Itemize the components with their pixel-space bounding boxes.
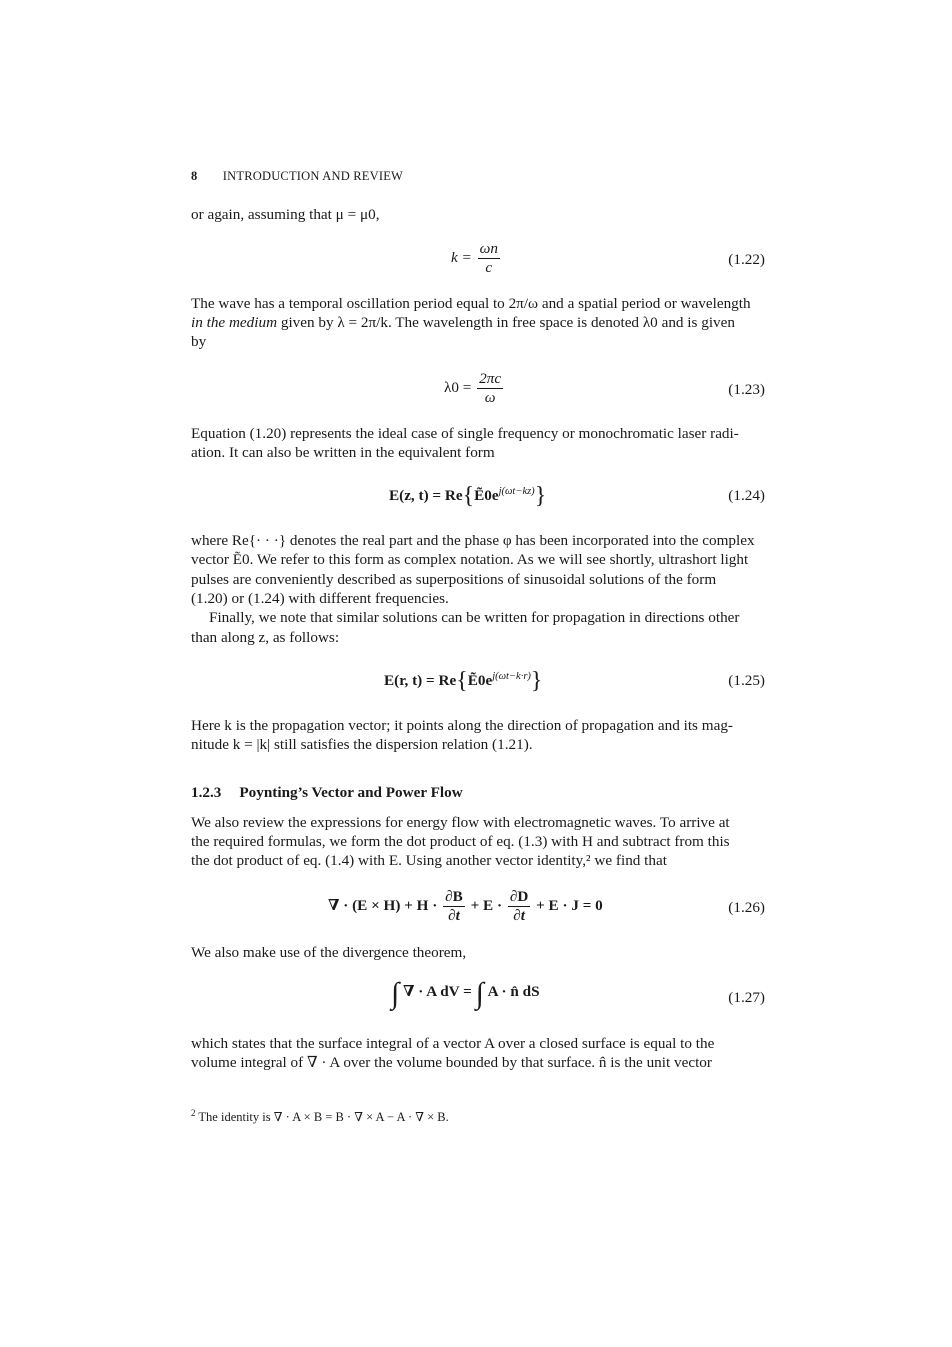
paragraph: or again, assuming that μ = μ0, xyxy=(191,206,380,223)
section-heading xyxy=(191,783,463,803)
eq-left: ∇ · A dV = xyxy=(403,983,472,1000)
equation-number: (1.22) xyxy=(728,251,765,268)
page-number: 8 xyxy=(191,169,198,183)
eq-fraction xyxy=(508,888,530,925)
left-brace: { xyxy=(456,668,468,695)
paragraph: vector Ẽ0. We refer to this form as complex notation. As we will see shortly, ultrashort light xyxy=(191,551,749,568)
eq-lhs: E(z, t) = Re xyxy=(389,487,463,505)
text: given by λ = 2π/k. The wavelength in free space is denoted λ0 and is given xyxy=(277,314,735,331)
italic-text: in the medium xyxy=(191,314,278,331)
eq-numerator: ∂D xyxy=(509,888,529,905)
equation-number: (1.24) xyxy=(728,487,765,504)
paragraph: where Re{· · ·} denotes the real part and the phase φ has been incorporated into the complex xyxy=(191,532,755,549)
paragraph: the dot product of eq. (1.4) with E. Using another vector identity,² we find that xyxy=(191,852,667,869)
left-brace: { xyxy=(462,483,475,510)
eq-denominator: c xyxy=(485,259,493,276)
equation-1-25 xyxy=(191,667,765,707)
paragraph: The wave has a temporal oscillation period equal to 2π/ω and a spatial period or wavelength xyxy=(191,295,751,312)
paragraph: pulses are conveniently described as superpositions of sinusoidal solutions of the form xyxy=(191,571,717,588)
eq-term: Ẽ0e xyxy=(474,487,499,505)
equation-number: (1.23) xyxy=(728,381,765,398)
right-brace: } xyxy=(530,668,543,695)
section-title: Poynting’s Vector and Power Flow xyxy=(239,784,463,801)
eq-numerator: ∂B xyxy=(445,888,463,905)
equation-number: (1.26) xyxy=(728,899,765,916)
footnote-text: The identity is ∇ · A × B = B · ∇ × A − A · ∇ × B. xyxy=(198,1110,449,1125)
eq-part: + E · J = 0 xyxy=(536,896,603,914)
eq-fraction xyxy=(443,888,465,925)
eq-denominator: ∂t xyxy=(513,907,525,924)
running-header xyxy=(191,167,403,187)
paragraph: Here k is the propagation vector; it points along the direction of propagation and its mag- xyxy=(191,717,733,734)
paragraph: We also make use of the divergence theorem, xyxy=(191,944,467,961)
eq-right: A · n̂ dS xyxy=(487,983,540,1000)
integral-sign: ∫ xyxy=(475,977,484,1010)
paragraph: volume integral of ∇ · A over the volume bounded by that surface. n̂ is the unit vector xyxy=(191,1054,712,1071)
eq-lhs: λ0 = xyxy=(444,378,472,396)
running-title: INTRODUCTION AND REVIEW xyxy=(222,169,404,183)
equation-1-24 xyxy=(191,482,765,522)
paragraph: Equation (1.20) represents the ideal case of single frequency or monochromatic laser radi- xyxy=(191,425,739,442)
eq-numerator: 2πc xyxy=(479,370,502,387)
eq-denominator: ω xyxy=(484,389,496,406)
eq-lhs: E(r, t) = Re xyxy=(384,672,457,690)
eq-exponent: j(ωt−k·r) xyxy=(492,671,531,682)
paragraph xyxy=(191,313,765,333)
equation-number: (1.27) xyxy=(728,989,765,1006)
paragraph: (1.20) or (1.24) with different frequencies. xyxy=(191,590,449,607)
equation-number: (1.25) xyxy=(728,672,765,689)
eq-part: + E · xyxy=(470,896,503,914)
eq-denominator: ∂t xyxy=(448,907,460,924)
right-brace: } xyxy=(534,483,547,510)
eq-fraction xyxy=(478,240,500,277)
paragraph: than along z, as follows: xyxy=(191,629,340,646)
paragraph: the required formulas, we form the dot product of eq. (1.3) with H and subtract from this xyxy=(191,833,730,850)
eq-term: Ẽ0e xyxy=(467,672,493,690)
equation-1-27 xyxy=(191,977,765,1022)
paragraph: by xyxy=(191,333,207,350)
eq-lhs: k = xyxy=(451,248,472,266)
footnote xyxy=(191,1104,449,1128)
paragraph: Finally, we note that similar solutions can be written for propagation in directions other xyxy=(209,609,740,626)
eq-numerator: ωn xyxy=(479,240,498,257)
eq-fraction xyxy=(477,370,503,407)
equation-1-23 xyxy=(191,370,765,410)
equation-1-26 xyxy=(191,888,765,928)
equation-1-22 xyxy=(191,240,765,280)
footnote-mark: 2 xyxy=(191,1108,196,1118)
paragraph: ation. It can also be written in the equivalent form xyxy=(191,444,495,461)
eq-exponent: j(ωt−kz) xyxy=(498,486,535,497)
paragraph: We also review the expressions for energy flow with electromagnetic waves. To arrive at xyxy=(191,814,730,831)
paragraph: which states that the surface integral of a vector A over a closed surface is equal to the xyxy=(191,1035,715,1052)
eq-part: ∇ · (E × H) + H · xyxy=(328,896,438,914)
paragraph: nitude k = |k| still satisfies the dispersion relation (1.21). xyxy=(191,736,533,753)
integral-sign: ∫ xyxy=(391,977,400,1010)
section-number: 1.2.3 xyxy=(191,784,222,801)
